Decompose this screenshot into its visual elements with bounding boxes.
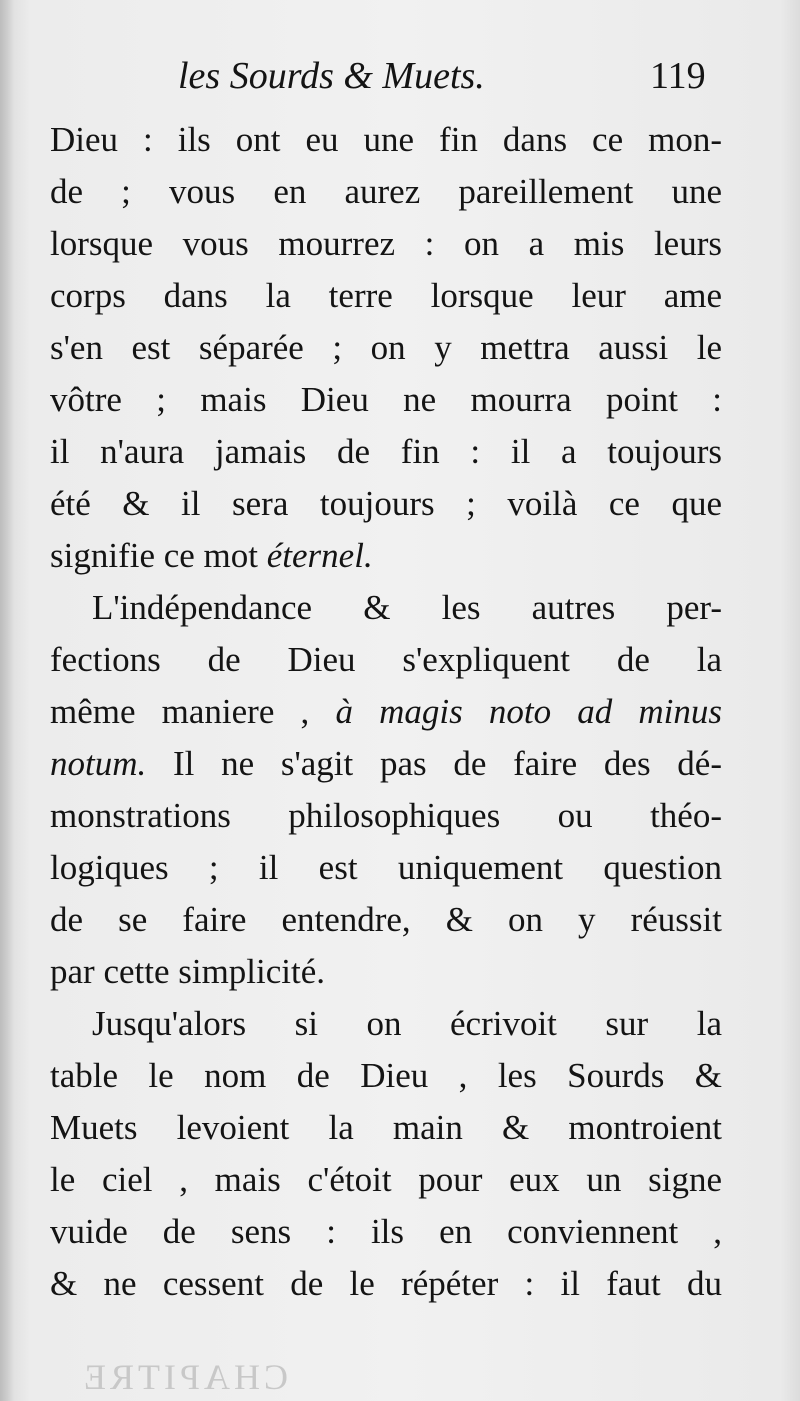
- text-line: il n'aura jamais de fin : il a toujours: [50, 432, 722, 471]
- text-line: de ; vous en aurez pareillement une: [50, 172, 722, 211]
- text-line: lorsque vous mourrez : on a mis leurs: [50, 224, 722, 263]
- text-run: même maniere ,: [50, 692, 336, 731]
- text-run: signifie ce mot: [50, 536, 267, 575]
- text-line: de se faire entendre, & on y réussit: [50, 900, 722, 939]
- text-line: par cette simplicité.: [50, 952, 326, 991]
- bleed-through-text: CHAPITRE: [80, 1357, 289, 1397]
- text-line: [50, 686, 722, 738]
- text-line: vôtre ; mais Dieu ne mourra point :: [50, 380, 722, 419]
- italic-run: éternel.: [266, 536, 373, 575]
- page-header: [0, 52, 800, 100]
- text-line: corps dans la terre lorsque leur ame: [50, 276, 722, 315]
- text-line: & ne cessent de le répéter : il faut du: [50, 1264, 722, 1303]
- page-number: 119: [650, 55, 706, 97]
- text-line: logiques ; il est uniquement question: [50, 848, 722, 887]
- text-line: [50, 738, 722, 790]
- italic-run: à magis noto ad minus: [335, 692, 723, 731]
- running-head: les Sourds & Muets.: [178, 55, 485, 97]
- text-line: Dieu : ils ont eu une fin dans ce mon-: [50, 120, 722, 159]
- text-line: Muets levoient la main & montroient: [50, 1108, 722, 1147]
- text-line: le ciel , mais c'étoit pour eux un signe: [50, 1160, 722, 1199]
- text-line: monstrations philosophiques ou théo-: [50, 796, 722, 835]
- text-run: Il ne s'agit pas de faire des dé-: [146, 744, 722, 783]
- paragraph-first-line: L'indépendance & les autres per-: [92, 588, 722, 627]
- text-line: été & il sera toujours ; voilà ce que: [50, 484, 722, 523]
- text-line: fections de Dieu s'expliquent de la: [50, 640, 722, 679]
- text-line: table le nom de Dieu , les Sourds &: [50, 1056, 722, 1095]
- gutter-shadow: [0, 0, 14, 1401]
- text-line: [50, 530, 722, 582]
- text-line: s'en est séparée ; on y mettra aussi le: [50, 328, 722, 367]
- paragraph-first-line: Jusqu'alors si on écrivoit sur la: [92, 1004, 722, 1043]
- italic-run: notum.: [50, 744, 147, 783]
- text-line: vuide de sens : ils en conviennent ,: [50, 1212, 722, 1251]
